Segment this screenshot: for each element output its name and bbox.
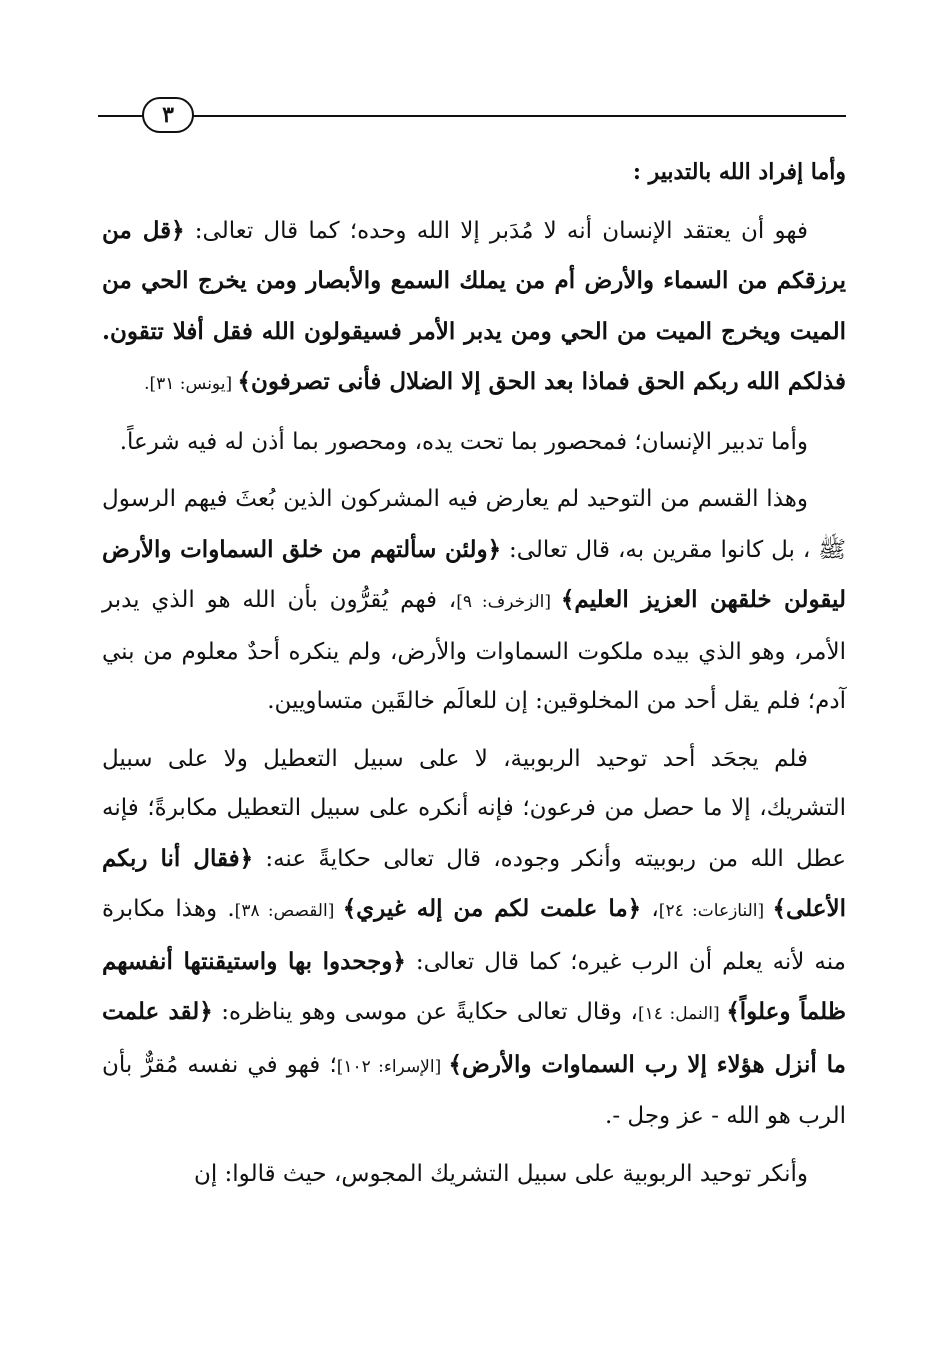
- p3-text-rest: ، فهم يُقرُّون بأن الله هو الذي يدبر الأمر، وهو الذي بيده ملكوت السماوات والأرض، ولم ينكره أحدٌ معلوم من بني آدم؛ فلم يقل أحد من المخلوقين: إن للعالَم خالقَين متساويين.: [102, 587, 846, 714]
- paragraph-1: [102, 206, 846, 410]
- paragraph-3: [102, 475, 846, 727]
- p4-text: فلم يجحَد أحد توحيد الربوبية، لا على سبيل التعطيل ولا على سبيل التشريك، إلا ما حصل من فرعون؛ فإنه أنكره على سبيل التعطيل مكابرةً؛ فإنه عطل الله من ربوبيته وأنكر وجوده، قال تعالى حكايةً عنه:: [102, 745, 846, 872]
- p4-text-end: ؛ فهو في نفسه مُقرٌّ بأن الرب هو الله - عز وجل -.: [102, 1051, 846, 1129]
- quran-verse: ﴿ما علمت لكم من إله غيري﴾: [342, 895, 642, 922]
- p3-text: وهذا القسم من التوحيد لم يعارض فيه المشركون الذين بُعثَ فيهم الرسول ﷺ ، بل كانوا مقرين به، قال تعالى:: [102, 486, 846, 563]
- verse-reference: [القصص: ٣٨]: [234, 901, 343, 921]
- quran-verse: ﴿وجحدوا بها واستيقنتها أنفسهم ظلماً وعلواً﴾: [102, 947, 846, 1025]
- p4-separator: ،: [641, 896, 659, 922]
- p4-text-mid2: ، وقال تعالى حكايةً عن موسى وهو يناظره:: [212, 999, 638, 1025]
- section-heading: وأما إفراد الله بالتدبير :: [632, 159, 846, 185]
- quran-verse: ﴿ولئن سألتهم من خلق السماوات والأرض ليقولن خلقهن العزيز العليم﴾: [102, 535, 847, 613]
- verse-reference: [الزخرف: ٩]: [456, 592, 561, 612]
- quran-verse: ﴿لقد علمت ما أنزل هؤلاء إلا رب السماوات والأرض﴾: [102, 998, 846, 1078]
- verse-reference: [النازعات: ٢٤]: [658, 901, 773, 921]
- verse-reference: [النمل: ١٤]: [637, 1004, 727, 1024]
- page-body: [102, 148, 846, 1207]
- p4-text-mid: . وهذا مكابرة منه لأنه يعلم أن الرب غيره؛ كما قال تعالى:: [102, 896, 846, 975]
- quran-verse: ﴿قل من يرزقكم من السماء والأرض أم من يملك السمع والأبصار ومن يخرج الحي من الميت ويخرج الميت من الحي ومن يدبر الأمر فسيقولون الله فقل أفلا تتقون. فذلكم الله ربكم الحق فماذا بعد الحق إلا الضلال فأنى تصرفون﴾: [102, 216, 846, 395]
- verse-reference: [يونس: ٣١].: [144, 374, 238, 394]
- paragraph-5: وأنكر توحيد الربوبية على سبيل التشريك المجوس، حيث قالوا: إن: [193, 1160, 808, 1187]
- p1-text: فهو أن يعتقد الإنسان أنه لا مُدَبر إلا الله وحده؛ كما قال تعالى:: [184, 217, 808, 244]
- paragraph-4: [102, 735, 846, 1142]
- page-header: [98, 96, 846, 136]
- verse-reference: [الإسراء: ١٠٢]: [336, 1056, 449, 1077]
- header-rule: [98, 115, 846, 117]
- quran-verse: ﴿فقال أنا ربكم الأعلى﴾: [102, 844, 846, 922]
- paragraph-2: وأما تدبير الإنسان؛ فمحصور بما تحت يده، ومحصور بما أذن له فيه شرعاً.: [119, 428, 808, 455]
- page-number: ٣: [142, 97, 194, 133]
